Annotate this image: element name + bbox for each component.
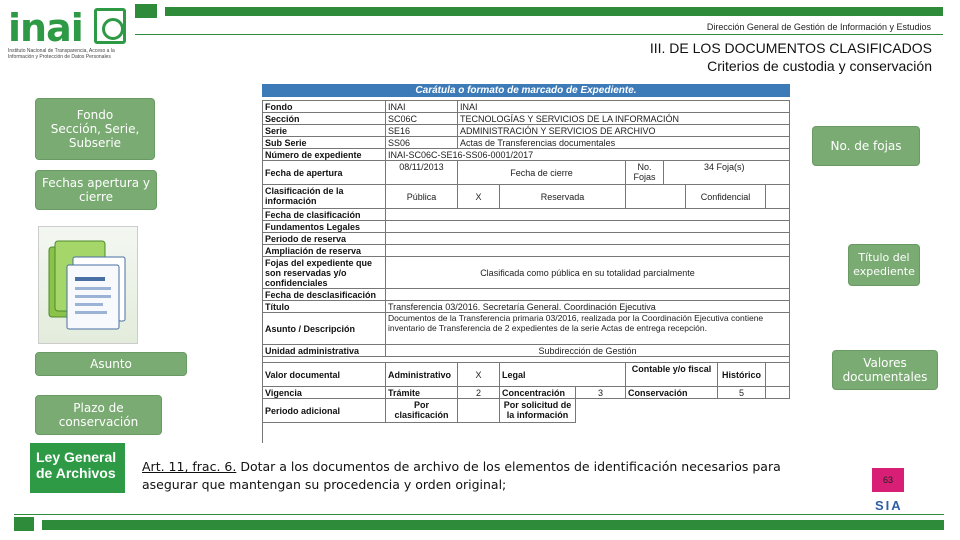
option-administrativo: Administrativo [386,363,458,387]
value-subserie-code: SS06 [386,137,458,149]
value-subserie-name: Actas de Transferencias documentales [458,137,790,149]
page-number: 63 [872,468,904,492]
label-vigencia: Vigencia [263,387,386,399]
header-subtitle: Dirección General de Gestión de Información y Estudios [706,22,931,32]
header-line [165,7,943,16]
value-fecha-desclasificacion [386,289,790,301]
label-serie: Serie [263,125,386,137]
value-numero: INAI-SC06C-SE16-SS06-0001/2017 [386,149,790,161]
value-fondo-name: INAI [458,101,790,113]
label-fojas-reserva: Fojas del expediente que son reservadas y/o confidenciales [263,257,386,289]
inai-emblem-icon [94,8,126,44]
option-publica: Pública [386,185,458,209]
callout-valores: Valores documentales [832,350,938,390]
label-subserie: Sub Serie [263,137,386,149]
callout-plazo: Plazo de conservación [35,395,162,435]
expediente-form [262,84,790,443]
label-conservacion: Conservación [626,387,718,399]
value-asunto: Documentos de la Transferencia primaria 03/2016, realizada por la Coordinación Ejecutiva contiene inventario de Transferencia de 2 expedientes de la serie Actas de entrega recepción. [386,313,790,345]
value-titulo: Transferencia 03/2016. Secretaría General. Coordinación Ejecutiva [386,301,790,313]
header-rule [135,34,943,35]
mark-por-clasificacion [458,399,500,423]
label-seccion: Sección [263,113,386,125]
value-concentracion: 3 [576,387,626,399]
label-numero: Número de expediente [263,149,386,161]
value-tramite: 2 [458,387,500,399]
top-header-bar [135,4,943,32]
value-apertura: 08/11/2013 [386,161,458,185]
value-fojas: 34 Foja(s) [664,161,790,185]
form-body [262,100,790,443]
logo-tagline: Instituto Nacional de Transparencia, Acceso a la Información y Protección de Datos Personales [8,48,115,60]
value-fojas-reserva: Clasificada como pública en su totalidad parcialmente [386,257,790,289]
value-conservacion: 5 [718,387,766,399]
footer-rule [14,514,944,515]
label-fecha-clasificacion: Fecha de clasificación [263,209,386,221]
label-periodo-adicional: Periodo adicional [263,399,386,423]
label-no-fojas: No. Fojas [626,161,664,185]
label-fondo: Fondo [263,101,386,113]
value-unidad: Subdirección de Gestión [386,345,790,357]
label-asunto: Asunto / Descripción [263,313,386,345]
option-confidencial: Confidencial [686,185,766,209]
label-titulo: Título [263,301,386,313]
folder-document-icon [38,226,138,344]
value-conservacion-extra [766,387,790,399]
article-body: Dotar a los documentos de archivo de los elementos de identificación necesarios para asegurar que mantengan su procedencia y orden original; [142,459,781,492]
label-apertura: Fecha de apertura [263,161,386,185]
mark-reservada [626,185,686,209]
sia-brand: SIA [875,498,903,513]
form-header: Carátula o formato de marcado de Expediente. [262,84,790,97]
value-fondo-code: INAI [386,101,458,113]
callout-fojas: No. de fojas [812,126,920,166]
mark-historico [766,363,790,387]
footer-square [14,517,34,531]
article-reference: Art. 11, frac. 6. [142,459,237,474]
option-legal: Legal [500,363,626,387]
ley-general-archivos-badge: Ley General de Archivos [30,443,125,493]
label-clasificacion: Clasificación de la información [263,185,386,209]
label-concentracion: Concentración [500,387,576,399]
value-periodo-reserva [386,233,790,245]
label-unidad: Unidad administrativa [263,345,386,357]
label-valor: Valor documental [263,363,386,387]
value-serie-name: ADMINISTRACIÓN Y SERVICIOS DE ARCHIVO [458,125,790,137]
option-por-solicitud: Por solicitud de la información [500,399,576,423]
callout-fechas: Fechas apertura y cierre [35,170,157,210]
mark-por-solicitud [576,399,580,423]
label-fundamentos: Fundamentos Legales [263,221,386,233]
label-tramite: Trámite [386,387,458,399]
article-text [142,458,792,494]
option-reservada: Reservada [500,185,626,209]
callout-titulo: Título del expediente [848,244,920,286]
label-periodo-reserva: Periodo de reserva [263,233,386,245]
value-fecha-clasificacion [386,209,790,221]
footer-line [42,520,944,530]
option-historico: Histórico [718,363,766,387]
value-fundamentos [386,221,790,233]
slide-titles [650,40,932,74]
value-seccion-name: TECNOLOGÍAS Y SERVICIOS DE LA INFORMACIÓN [458,113,790,125]
mark-administrativo: X [458,363,500,387]
value-ampliacion [386,245,790,257]
label-cierre: Fecha de cierre [458,161,626,185]
callout-fondo: Fondo Sección, Serie, Subserie [35,98,155,160]
label-fecha-desclasificacion: Fecha de desclasificación [263,289,386,301]
slide-title: III. DE LOS DOCUMENTOS CLASIFICADOS [649,40,932,56]
mark-confidencial [766,185,790,209]
option-por-clasificacion: Por clasificación [386,399,458,423]
option-contable: Contable y/o fiscal [626,363,718,387]
callout-asunto: Asunto [35,352,187,376]
inai-logo [8,6,128,64]
value-serie-code: SE16 [386,125,458,137]
value-seccion-code: SC06C [386,113,458,125]
logo-word: inai [8,6,83,50]
header-square [135,4,157,18]
slide-subtitle: Criterios de custodia y conservación [707,58,932,74]
label-ampliacion: Ampliación de reserva [263,245,386,257]
mark-publica: X [458,185,500,209]
